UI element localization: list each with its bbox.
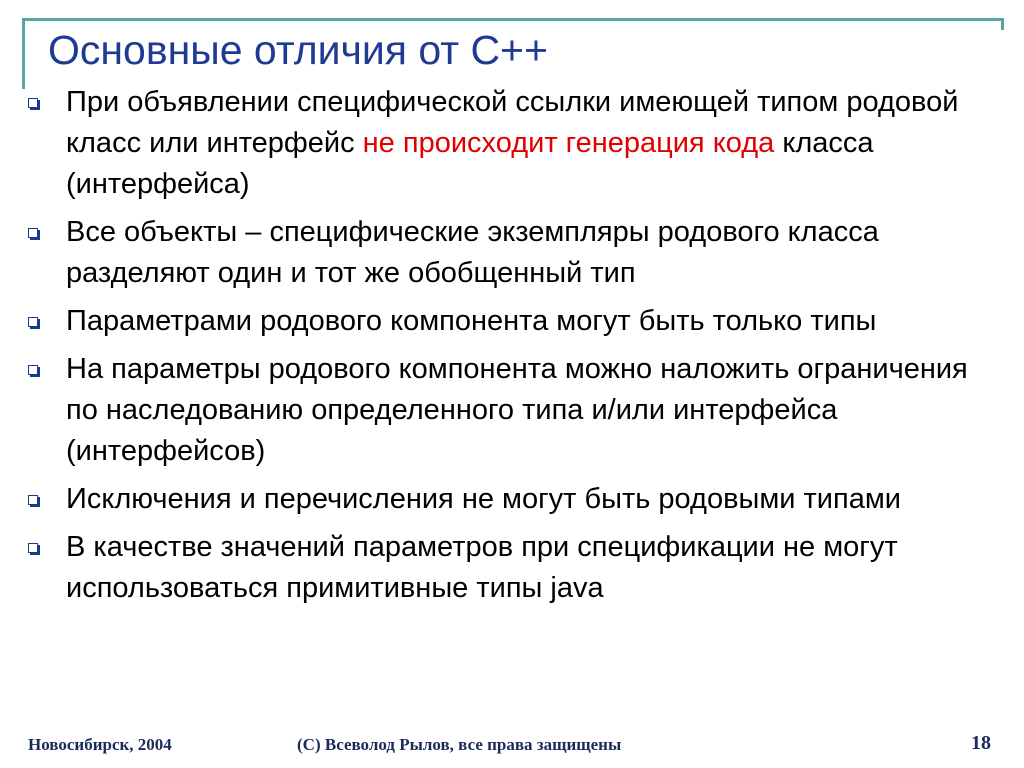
bullet-item xyxy=(28,527,978,609)
square-bullet-icon xyxy=(28,228,38,238)
bullet-text: Все объекты – специфические экземпляры родового класса разделяют один и тот же обобщенный тип xyxy=(66,216,879,289)
square-bullet-icon xyxy=(28,98,38,108)
square-bullet-icon xyxy=(28,317,38,327)
title-frame-right-line xyxy=(1001,18,1004,30)
bullet-text: В качестве значений параметров при спецификации не могут использоваться примитивные типы java xyxy=(66,531,898,604)
footer-copyright: (C) Всеволод Рылов, все права защищены xyxy=(297,735,622,754)
bullet-text: При объявлении специфической ссылки имеющей типом родовой класс или интерфейс xyxy=(66,86,959,159)
slide-title: Основные отличия от C++ xyxy=(48,27,548,73)
footer-location: Новосибирск, 2004 xyxy=(28,735,172,754)
title-frame-top-line xyxy=(22,18,1004,21)
bullet-item xyxy=(28,82,978,205)
bullet-item xyxy=(28,479,978,520)
bullet-highlight-text: не происходит генерация кода xyxy=(362,127,775,159)
bullet-text: Исключения и перечисления не могут быть родовыми типами xyxy=(66,483,901,515)
square-bullet-icon xyxy=(28,543,38,553)
bullet-item xyxy=(28,349,978,472)
square-bullet-icon xyxy=(28,495,38,505)
bullet-text: На параметры родового компонента можно наложить ограничения по наследованию определенного типа и/или интерфейса (интерфейсов) xyxy=(66,353,968,467)
bullet-item xyxy=(28,212,978,294)
title-frame-left-line xyxy=(22,18,25,89)
bullet-item xyxy=(28,301,978,342)
bullet-text: Параметрами родового компонента могут быть только типы xyxy=(66,305,877,337)
bullet-list xyxy=(28,82,978,616)
square-bullet-icon xyxy=(28,365,38,375)
page-number: 18 xyxy=(971,732,991,754)
bullet-text: класса (интерфейса) xyxy=(66,127,874,200)
